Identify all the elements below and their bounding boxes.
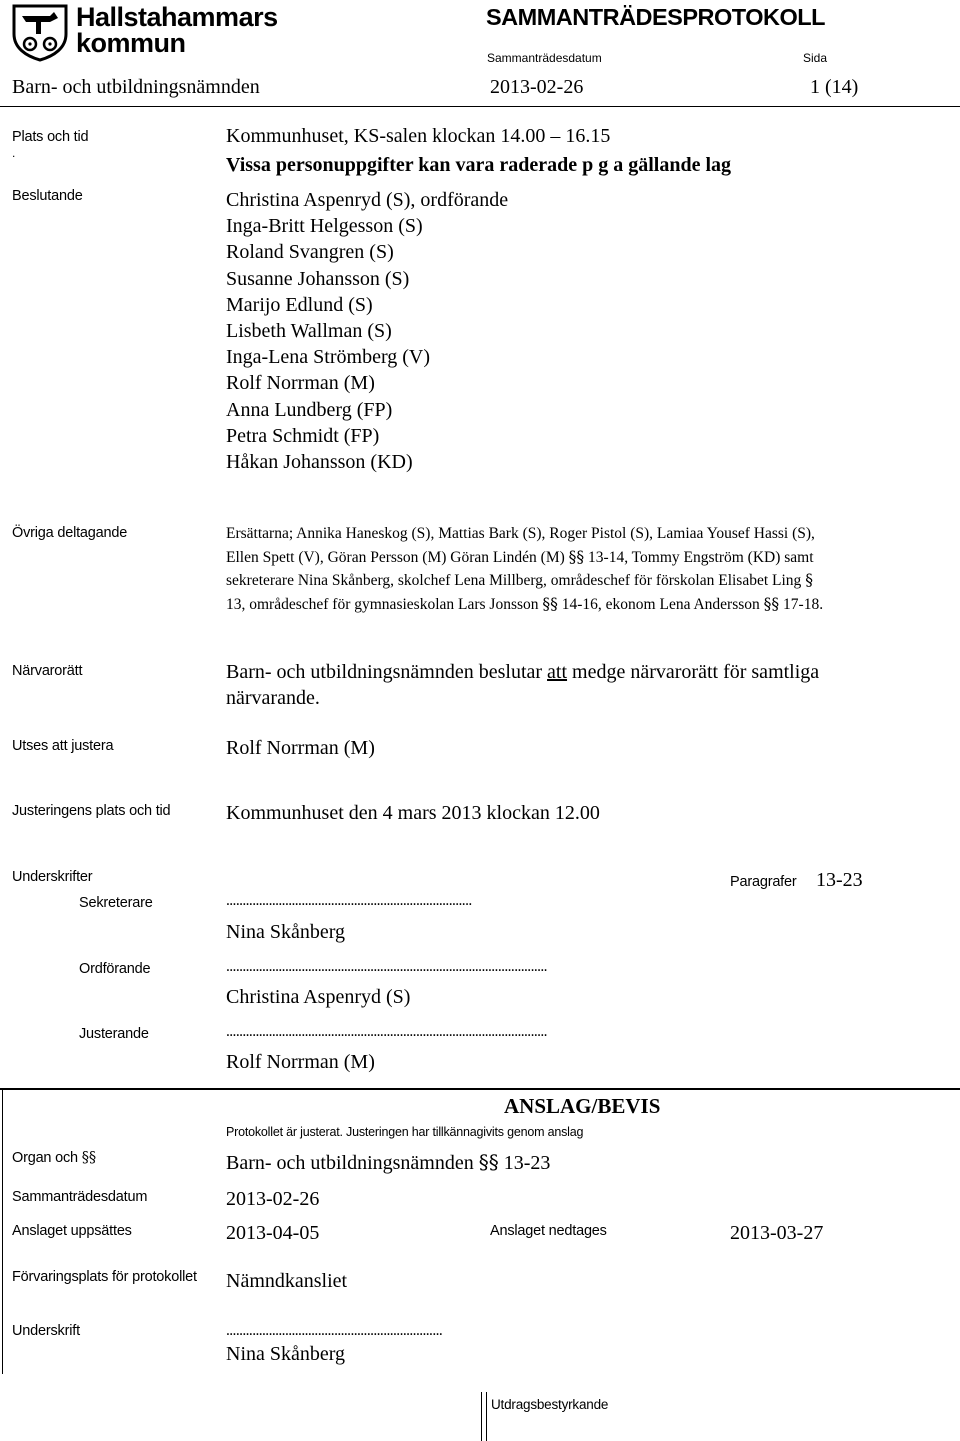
member-item: Marijo Edlund (S) [226, 293, 373, 316]
paragraph-symbol: § [576, 547, 585, 566]
secretary-signature-line: ........................................................................... [226, 892, 472, 909]
removed-value: 2013-03-27 [730, 1222, 824, 1244]
notice-meeting-date-value: 2013-02-26 [226, 1188, 320, 1210]
removed-label: Anslaget nedtages [490, 1223, 607, 1239]
adjustment-place-value: Kommunhuset den 4 mars 2013 klockan 12.00 [226, 802, 600, 824]
signature-label: Underskrift [12, 1323, 80, 1339]
attendance-right-label: Närvarorätt [12, 663, 83, 679]
organ-label: Organ och §§ [12, 1150, 96, 1166]
participants-line: Ersättarna; Annika Haneskog (S), Mattias Bark (S), Roger Pistol (S), Lamiaa Yousef Hassi (S), [226, 525, 815, 542]
paragraph-symbol: § [81, 1150, 89, 1166]
adjuster-signature-label: Justerande [79, 1026, 149, 1042]
paragraph-symbol: § [568, 547, 577, 566]
meeting-date: 2013-02-26 [490, 76, 584, 98]
organ-value: Barn- och utbildningsnämnden §§ 13-23 [226, 1150, 551, 1174]
secretary-name: Nina Skånberg [226, 921, 346, 943]
underlined-word: att [547, 661, 568, 683]
signatures-label: Underskrifter [12, 869, 93, 885]
attendance-decision [226, 659, 819, 711]
chair-name: Christina Aspenryd (S) [226, 986, 411, 1008]
place-time-label: Plats och tid [12, 129, 89, 145]
paragraphs-value: 13-23 [816, 869, 863, 891]
member-item: Roland Svangren (S) [226, 241, 394, 264]
logo-line-2: kommun [76, 28, 186, 58]
stray-dot: . [12, 146, 16, 160]
posted-label: Anslaget uppsättes [12, 1223, 132, 1239]
participants-segment: 14-16, ekonom Lena Andersson [561, 595, 760, 613]
member-item: Rolf Norrman (M) [226, 372, 375, 395]
member-item: Inga-Britt Helgesson (S) [226, 215, 423, 238]
member-item: Håkan Johansson (KD) [226, 451, 413, 474]
paragraph-symbol: § [763, 594, 772, 613]
posted-value: 2013-04-05 [226, 1222, 320, 1244]
attendance-line: Barn- och utbildningsnämnden beslutar att medge närvarorätt för samtliga [226, 661, 820, 683]
notice-meeting-date-label: Sammanträdesdatum [12, 1189, 148, 1205]
member-item: Inga-Lena Strömberg (V) [226, 346, 431, 369]
paragraph-symbol: § [805, 571, 813, 589]
coat-of-arms-icon [10, 2, 70, 62]
paragraph-symbol: § [550, 594, 558, 613]
member-item: Christina Aspenryd (S), ordförande [226, 189, 509, 211]
signatures-divider [0, 1088, 960, 1090]
document-type: SAMMANTRÄDESPROTOKOLL [486, 4, 825, 30]
member-item: Anna Lundberg (FP) [226, 398, 393, 421]
secretary-label: Sekreterare [79, 895, 153, 911]
adjustment-place-label: Justeringens plats och tid [12, 803, 171, 819]
adjuster-name: Rolf Norrman (M) [226, 737, 375, 759]
chair-label: Ordförande [79, 961, 151, 977]
notice-left-rule [2, 1090, 3, 1374]
notice-signature-line: .................................................................. [226, 1322, 443, 1339]
paragraph-symbol: § [488, 1150, 499, 1174]
meeting-date-label: Sammanträdesdatum [487, 51, 602, 65]
attendance-line: närvarande. [226, 687, 320, 709]
footer-box-left [481, 1392, 482, 1441]
paragraph-symbol: § [478, 1150, 489, 1174]
participants-segment: 17-18. [783, 595, 824, 613]
participants-line [226, 546, 823, 570]
participants-segment: Ellen Spett (V), Göran Persson (M) Göran Lindén (M) [226, 548, 565, 566]
header-divider [0, 106, 960, 107]
participants-segment: 13-14, Tommy Engström (KD) samt [588, 548, 814, 566]
logo-line-1: Hallstahammars [76, 2, 278, 32]
paragraph-symbol: § [88, 1150, 96, 1166]
extract-certification-label: Utdragsbestyrkande [491, 1397, 609, 1412]
meeting-place: Kommunhuset, KS-salen klockan 14.00 – 16.15 [226, 125, 611, 147]
member-item: Susanne Johansson (S) [226, 267, 410, 290]
notice-board-subtitle: Protokollet är justerat. Justeringen har tillkännagivits genom anslag [226, 1125, 584, 1139]
decision-makers-label: Beslutande [12, 188, 83, 204]
adjuster-signature-name: Rolf Norrman (M) [226, 1051, 375, 1073]
member-item: Lisbeth Wallman (S) [226, 320, 392, 343]
member-list [226, 187, 508, 475]
participants-segment: 13, områdeschef för gymnasieskolan Lars Jonsson [226, 595, 539, 613]
footer-box-divider [486, 1392, 487, 1441]
committee-name: Barn- och utbildningsnämnden [12, 76, 260, 98]
participants-line [226, 593, 823, 617]
participants-segment: sekreterare Nina Skånberg, skolchef Lena Millberg, områdeschef för förskolan Elisabet Ling [226, 572, 802, 589]
paragraphs-label: Paragrafer [730, 874, 797, 890]
chair-signature-line: .................................................................................................. [226, 958, 547, 975]
notice-signer-name: Nina Skånberg [226, 1343, 346, 1365]
other-participants-text [226, 523, 823, 616]
storage-value: Nämndkansliet [226, 1270, 348, 1292]
page-label: Sida [803, 51, 828, 65]
paragraph-symbol: § [542, 594, 551, 613]
page-number: 1 (14) [810, 76, 859, 98]
other-participants-label: Övriga deltagande [12, 525, 128, 541]
paragraph-symbol: § [771, 594, 780, 613]
member-item: Petra Schmidt (FP) [226, 424, 380, 447]
adjuster-signature-line: .................................................................................................. [226, 1023, 547, 1040]
privacy-notice: Vissa personuppgifter kan vara raderade p g a gällande lag [226, 154, 732, 176]
notice-board-title: ANSLAG/BEVIS [504, 1094, 661, 1118]
municipality-logo [10, 2, 280, 62]
adjuster-label: Utses att justera [12, 738, 114, 754]
storage-label: Förvaringsplats för protokollet [12, 1269, 197, 1285]
participants-line [226, 569, 823, 593]
